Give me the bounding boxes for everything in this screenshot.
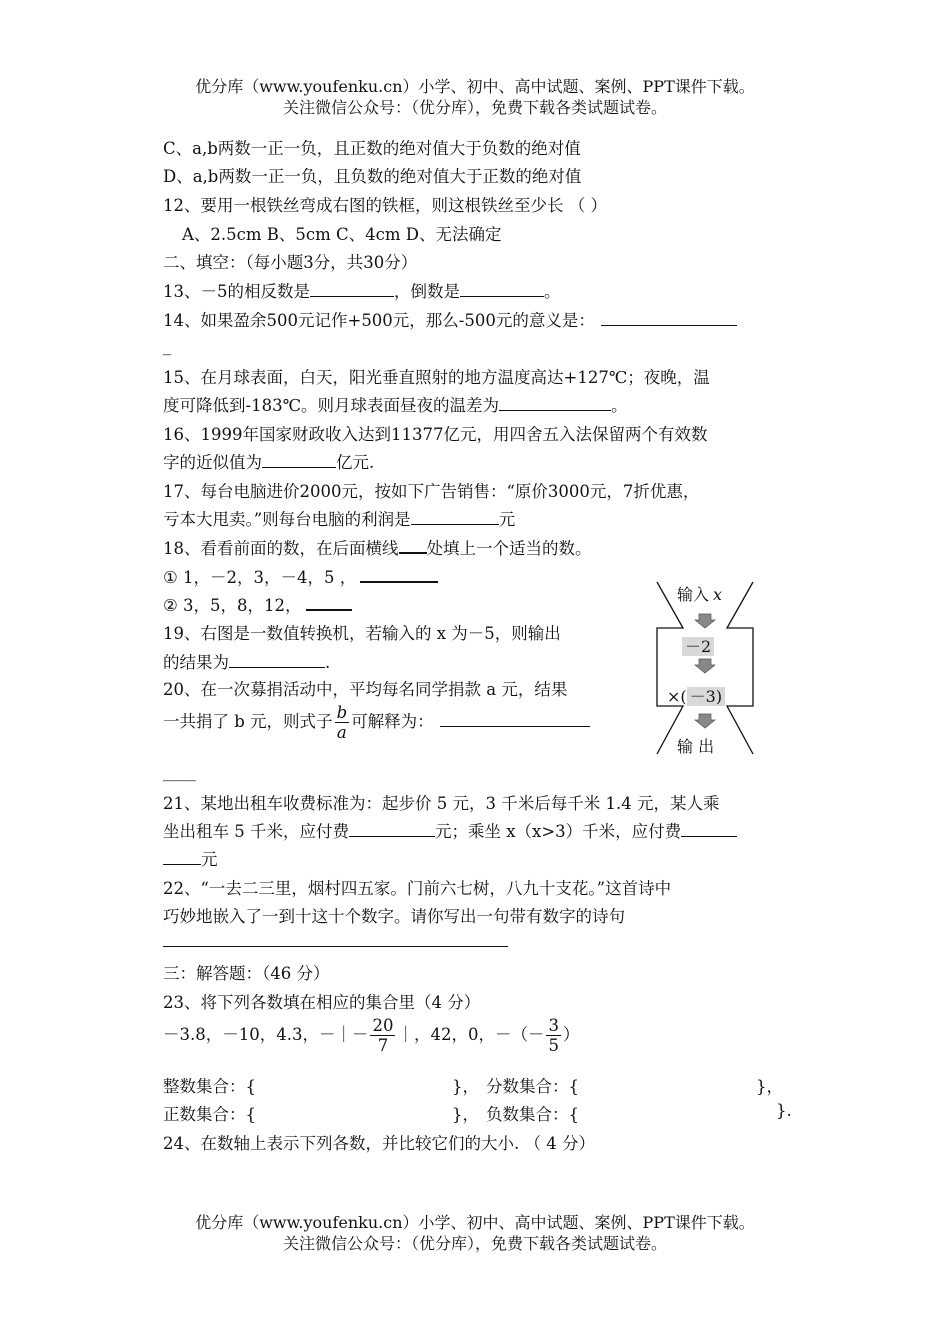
machine-right-border <box>727 582 753 754</box>
q23-f2-den: 5 <box>548 1036 559 1055</box>
q23-f2-num: 3 <box>548 1016 559 1035</box>
q18-seq1-text: ① 1，－2，3，－4，5 ， <box>163 568 357 587</box>
q18-blank-1[interactable] <box>360 567 438 583</box>
q21-text-a: 坐出租车 5 千米，应付费 <box>163 822 349 841</box>
q13-blank-2[interactable] <box>460 282 544 297</box>
q21-blank-2-cont[interactable] <box>163 850 201 865</box>
q15-text: 度可降低到-183℃。则月球表面昼夜的温差为 <box>163 396 500 415</box>
machine-step-subtract <box>682 634 714 657</box>
conversion-machine <box>655 578 755 758</box>
q20-frac-den: a <box>336 723 347 742</box>
machine-step1-text: －2 <box>682 637 714 656</box>
fraction-set-close: }， <box>756 1077 783 1096</box>
header-line-2: 关注微信公众号：（优分库），免费下载各类试题试卷。 <box>282 98 667 117</box>
q18-stem <box>163 535 592 559</box>
machine-input-label: 输入 <box>677 585 710 604</box>
header-line-1: 优分库（www.youfenku.cn）小学、初中、高中试题、案例、PPT课件下载。 <box>195 77 755 96</box>
q19-text: 的结果为 <box>163 653 229 672</box>
q20-text-a: 一共捐了 b 元，则式子 <box>163 712 333 731</box>
arrow-down-icon <box>695 659 715 673</box>
q22-line-2: 巧妙地嵌入了一到十这十个数字。请你写出一句带有数字的诗句 <box>163 907 625 926</box>
q14 <box>163 307 737 331</box>
machine-input-var: x <box>713 585 723 604</box>
q17-text: 亏本大甩卖。”则每台电脑的利润是 <box>163 510 411 529</box>
integer-set-close: }， <box>452 1077 479 1096</box>
q21-blank-1[interactable] <box>349 822 435 837</box>
q12-options: A、2.5cm B、5cm C、4cm D、无法确定 <box>182 225 502 244</box>
machine-frame <box>655 578 755 758</box>
q18-text-b: 处填上一个适当的数。 <box>426 539 592 558</box>
positive-set-close: }， <box>452 1105 479 1124</box>
q15-line-2 <box>163 392 628 416</box>
q11-option-d: D、a,b两数一正一负，且负数的绝对值大于正数的绝对值 <box>163 167 582 186</box>
machine-step2-a: ×( <box>667 687 687 706</box>
q20-line-1: 20、在一次募捐活动中，平均每名同学捐款 a 元，结果 <box>163 680 568 699</box>
q17-blank[interactable] <box>411 510 499 525</box>
q23-fraction-1 <box>370 1016 395 1055</box>
footer-line-2: 关注微信公众号：（优分库），免费下载各类试题试卷。 <box>282 1234 667 1253</box>
q19-blank[interactable] <box>229 653 325 668</box>
q18-text-a: 18、看看前面的数，在后面横线 <box>163 539 399 558</box>
q23-nums-c: ） <box>562 1025 580 1044</box>
machine-step-multiply <box>667 684 725 707</box>
q12-stem: 12、要用一根铁丝弯成右图的铁框，则这根铁丝至少长 （ ） <box>163 196 607 215</box>
q21-blank-2[interactable] <box>681 822 737 837</box>
section-3-title: 三：解答题：（46 分） <box>163 964 330 983</box>
arrow-down-icon <box>695 714 715 728</box>
q13-blank-1[interactable] <box>310 282 394 297</box>
q23-f1-num: 20 <box>372 1016 394 1035</box>
q21-line-1: 21、某地出租车收费标准为：起步价 5 元，3 千米后每千米 1.4 元，某人乘 <box>163 794 720 813</box>
q20-text-b: 可解释为： <box>351 712 434 731</box>
fraction-set-label: 分数集合：{ <box>486 1077 579 1096</box>
q14-text: 14、如果盈余500元记作+500元，那么-500元的意义是： <box>163 311 595 330</box>
q19-line-1: 19、右图是一数值转换机，若输入的 x 为－5，则输出 <box>163 624 561 643</box>
q15-line-1: 15、在月球表面，白天，阳光垂直照射的地方温度高达+127℃；夜晚，温 <box>163 368 710 387</box>
q17-line-1: 17、每台电脑进价2000元，按如下广告销售：“原价3000元，7折优惠， <box>163 482 700 501</box>
q20-continuation: ____ <box>163 762 196 781</box>
negative-set-label: 负数集合：{ <box>486 1105 579 1124</box>
q17-line-2 <box>163 506 515 530</box>
q13-text-c: 。 <box>544 282 561 301</box>
negative-set-close: }. <box>776 1101 792 1120</box>
q18-sample-blank <box>399 538 427 554</box>
q13 <box>163 278 561 302</box>
q21-line-3 <box>163 846 218 870</box>
q21-end: 元 <box>201 850 218 869</box>
q18-seq2-text: ② 3，5，8，12， <box>163 596 302 615</box>
q23-nums-b: ｜，42，0，－（－ <box>397 1025 545 1044</box>
q13-text-b: ，倒数是 <box>394 282 460 301</box>
q17-end: 元 <box>498 510 516 529</box>
integer-set-label: 整数集合：{ <box>163 1077 256 1096</box>
arrow-down-icon <box>695 614 715 628</box>
q16-end: 亿元. <box>336 453 375 472</box>
q18-sequence-1 <box>163 564 438 588</box>
q20-frac-num: b <box>336 703 348 722</box>
q16-line-2 <box>163 449 374 473</box>
q21-line-2 <box>163 818 737 842</box>
footer-line-1: 优分库（www.youfenku.cn）小学、初中、高中试题、案例、PPT课件下载。 <box>195 1213 755 1232</box>
q13-text-a: 13、－5的相反数是 <box>163 282 310 301</box>
machine-input <box>677 582 722 605</box>
q15-end: 。 <box>611 396 628 415</box>
q15-blank[interactable] <box>499 396 611 411</box>
q19-line-2 <box>163 649 330 673</box>
q22-answer-line[interactable] <box>163 946 508 947</box>
machine-output: 输 出 <box>677 737 715 756</box>
q16-line-1: 16、1999年国家财政收入达到11377亿元，用四舍五入法保留两个有效数 <box>163 425 708 444</box>
machine-step2-b: －3) <box>687 687 725 706</box>
q23-nums-a: －3.8，－10，4.3，－｜－ <box>163 1025 369 1044</box>
q23-fraction-2 <box>546 1016 561 1055</box>
q23-stem: 23、将下列各数填在相应的集合里（4 分） <box>163 993 481 1012</box>
q14-continuation: _ <box>163 336 172 355</box>
q18-blank-2[interactable] <box>306 595 352 611</box>
q16-blank[interactable] <box>262 453 336 468</box>
q23-numbers <box>163 1016 579 1055</box>
q14-blank[interactable] <box>601 311 737 326</box>
q23-f1-den: 7 <box>377 1036 389 1055</box>
q22-line-1: 22、“一去二三里，烟村四五家。门前六七树，八九十支花。”这首诗中 <box>163 879 672 898</box>
q20-fraction <box>335 703 350 742</box>
q18-sequence-2 <box>163 592 352 616</box>
q24-stem: 24、在数轴上表示下列各数，并比较它们的大小. （ 4 分） <box>163 1134 595 1153</box>
q20-blank[interactable] <box>440 712 590 727</box>
q11-option-c: C、a,b两数一正一负，且正数的绝对值大于负数的绝对值 <box>163 139 581 158</box>
machine-left-border <box>657 582 683 754</box>
q16-text: 字的近似值为 <box>163 453 262 472</box>
positive-set-label: 正数集合：{ <box>163 1105 256 1124</box>
q21-text-b: 元；乘坐 x（x>3）千米，应付费 <box>435 822 682 841</box>
q19-end: . <box>325 653 331 672</box>
section-2-title: 二、填空：（每小题3分，共30分） <box>163 253 418 272</box>
q20-line-2 <box>163 703 590 742</box>
